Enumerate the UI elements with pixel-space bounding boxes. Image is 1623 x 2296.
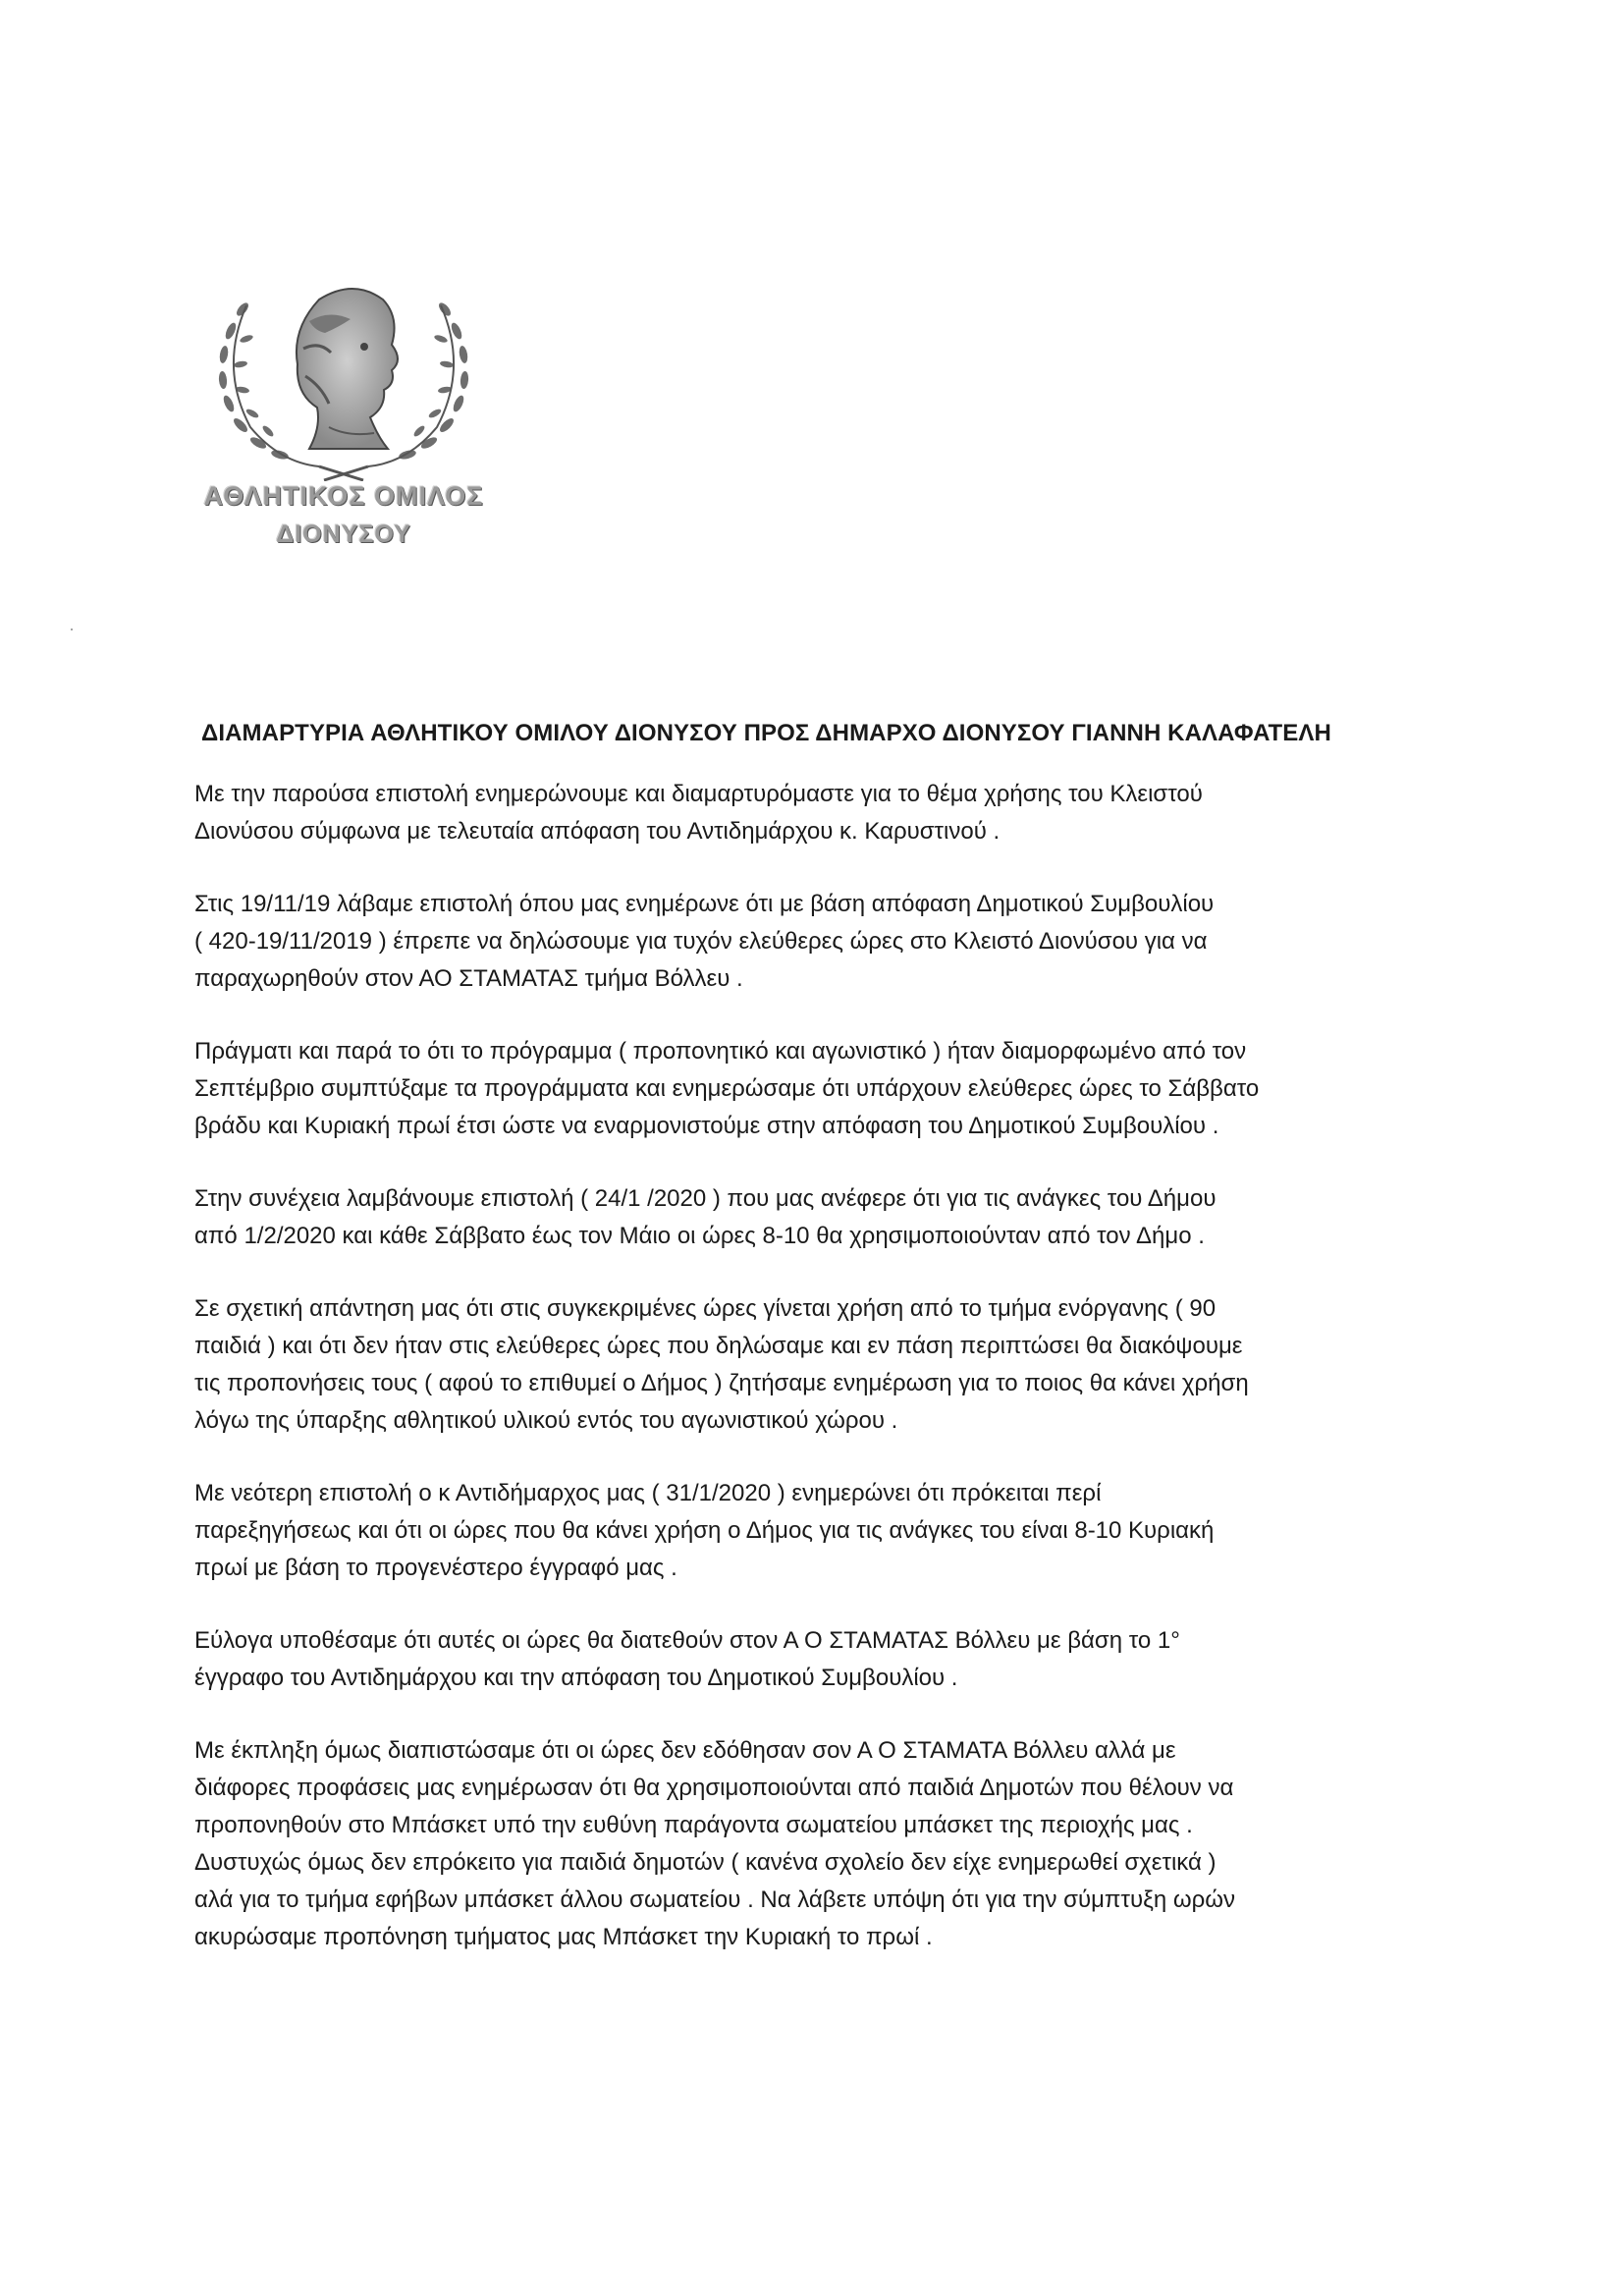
- text-line: Στην συνέχεια λαμβάνουμε επιστολή ( 24/1 /2020 ) που μας ανέφερε ότι για τις ανάγκες του Δήμου: [194, 1185, 1217, 1212]
- text-line: έγγραφο του Αντιδημάρχου και την απόφαση του Δημοτικού Συμβουλίου .: [194, 1665, 958, 1691]
- text-line: Σεπτέμβριο συμπτύξαμε τα προγράμματα και ενημερώσαμε ότι υπάρχουν ελεύθερες ώρες το Σάββατο: [194, 1075, 1260, 1102]
- letter-body: [194, 776, 1441, 1992]
- paragraph: [194, 776, 1441, 850]
- paragraph: [194, 1033, 1441, 1145]
- text-line: λόγω της ύπαρξης αθλητικού υλικού εντός του αγωνιστικού χώρου .: [194, 1407, 898, 1434]
- text-line: Στις 19/11/19 λάβαμε επιστολή όπου μας ενημέρωνε ότι με βάση απόφαση Δημοτικού Συμβουλίου: [194, 891, 1215, 917]
- text-line: Με νεότερη επιστολή ο κ Αντιδήμαρχος μας ( 31/1/2020 ) ενημερώνει ότι πρόκειται περί: [194, 1480, 1102, 1506]
- text-line: παρεξηγήσεως και ότι οι ώρες που θα κάνει χρήση ο Δήμος για τις ανάγκες του είναι 8-10 Κυριακή: [194, 1517, 1215, 1544]
- text-line: βράδυ και Κυριακή πρωί έτσι ώστε να εναρμονιστούμε στην απόφαση του Δημοτικού Συμβουλίου .: [194, 1113, 1219, 1139]
- paragraph: [194, 1475, 1441, 1587]
- text-line: Με έκπληξη όμως διαπιστώσαμε ότι οι ώρες δεν εδόθησαν σον Α Ο ΣΤΑΜΑΤΑ Βόλλευ αλλά με: [194, 1737, 1176, 1764]
- logo-text-place-name: ΔΙΟΝΥΣΟΥ: [276, 520, 411, 548]
- text-line: αλά για το τμήμα εφήβων μπάσκετ άλλου σωματείου . Να λάβετε υπόψη ότι για την σύμπτυξη ωρών: [194, 1886, 1235, 1913]
- text-line: Σε σχετική απάντηση μας ότι στις συγκεκριμένες ώρες γίνεται χρήση από το τμήμα ενόργανης ( 90: [194, 1295, 1217, 1322]
- text-line: Δυστυχώς όμως δεν επρόκειτο για παιδιά δημοτών ( κανένα σχολείο δεν είχε ενημερωθεί σχετικά ): [194, 1849, 1217, 1876]
- paragraph: [194, 1622, 1441, 1697]
- paragraph: [194, 1732, 1441, 1956]
- text-line: παιδιά ) και ότι δεν ήταν στις ελεύθερες ώρες που δηλώσαμε και εν πάση περιπτώσει θα διακόψουμε: [194, 1333, 1243, 1359]
- logo-text-club-name: ΑΘΛΗΤΙΚΟΣ ΟΜΙΛΟΣ: [203, 481, 484, 511]
- text-line: Εύλογα υποθέσαμε ότι αυτές οι ώρες θα διατεθούν στον Α Ο ΣΤΑΜΑΤΑΣ Βόλλευ με βάση το 1°: [194, 1627, 1180, 1654]
- text-line: παραχωρηθούν στον ΑΟ ΣΤΑΜΑΤΑΣ τμήμα Βόλλευ .: [194, 965, 743, 992]
- text-line: προπονηθούν στο Μπάσκετ υπό την ευθύνη παράγοντα σωματείου μπάσκετ της περιοχής μας .: [194, 1812, 1193, 1838]
- text-line: ( 420-19/11/2019 ) έπρεπε να δηλώσουμε για τυχόν ελεύθερες ώρες στο Κλειστό Διονύσου για να: [194, 928, 1208, 955]
- scan-speck: [71, 629, 73, 630]
- text-line: πρωί με βάση το προγενέστερο έγγραφό μας .: [194, 1555, 677, 1581]
- paragraph: [194, 1180, 1441, 1255]
- text-line: Πράγματι και παρά το ότι το πρόγραμμα ( προπονητικό και αγωνιστικό ) ήταν διαμορφωμένο από τον: [194, 1038, 1247, 1065]
- paragraph: [194, 1290, 1441, 1440]
- text-line: διάφορες προφάσεις μας ενημέρωσαν ότι θα χρησιμοποιούνται από παιδιά Δημοτών που θέλουν να: [194, 1775, 1234, 1801]
- document-title: ΔΙΑΜΑΡΤΥΡΙΑ ΑΘΛΗΤΙΚΟΥ ΟΜΙΛΟΥ ΔΙΟΝΥΣΟΥ ΠΡΟΣ ΔΗΜΑΡΧΟ ΔΙΟΝΥΣΟΥ ΓΙΑΝΝΗ ΚΑΛΑΦΑΤΕΛΗ: [201, 720, 1331, 746]
- text-line: Διονύσου σύμφωνα με τελευταία απόφαση του Αντιδημάρχου κ. Καρυστινού .: [194, 818, 1001, 845]
- text-line: από 1/2/2020 και κάθε Σάββατο έως τον Μάιο οι ώρες 8-10 θα χρησιμοποιούνταν από τον Δήμο .: [194, 1223, 1205, 1249]
- text-line: τις προπονήσεις τους ( αφού το επιθυμεί ο Δήμος ) ζητήσαμε ενημέρωση για το ποιος θα κάνει χρήση: [194, 1370, 1249, 1396]
- paragraph: [194, 886, 1441, 998]
- text-line: ακυρώσαμε προπόνηση τμήματος μας Μπάσκετ την Κυριακή το πρωί .: [194, 1924, 933, 1950]
- text-line: Με την παρούσα επιστολή ενημερώνουμε και διαμαρτυρόμαστε για το θέμα χρήσης του Κλειστού: [194, 781, 1203, 807]
- laurel-wreath-logo-icon: [182, 270, 506, 481]
- club-logo: [182, 270, 506, 565]
